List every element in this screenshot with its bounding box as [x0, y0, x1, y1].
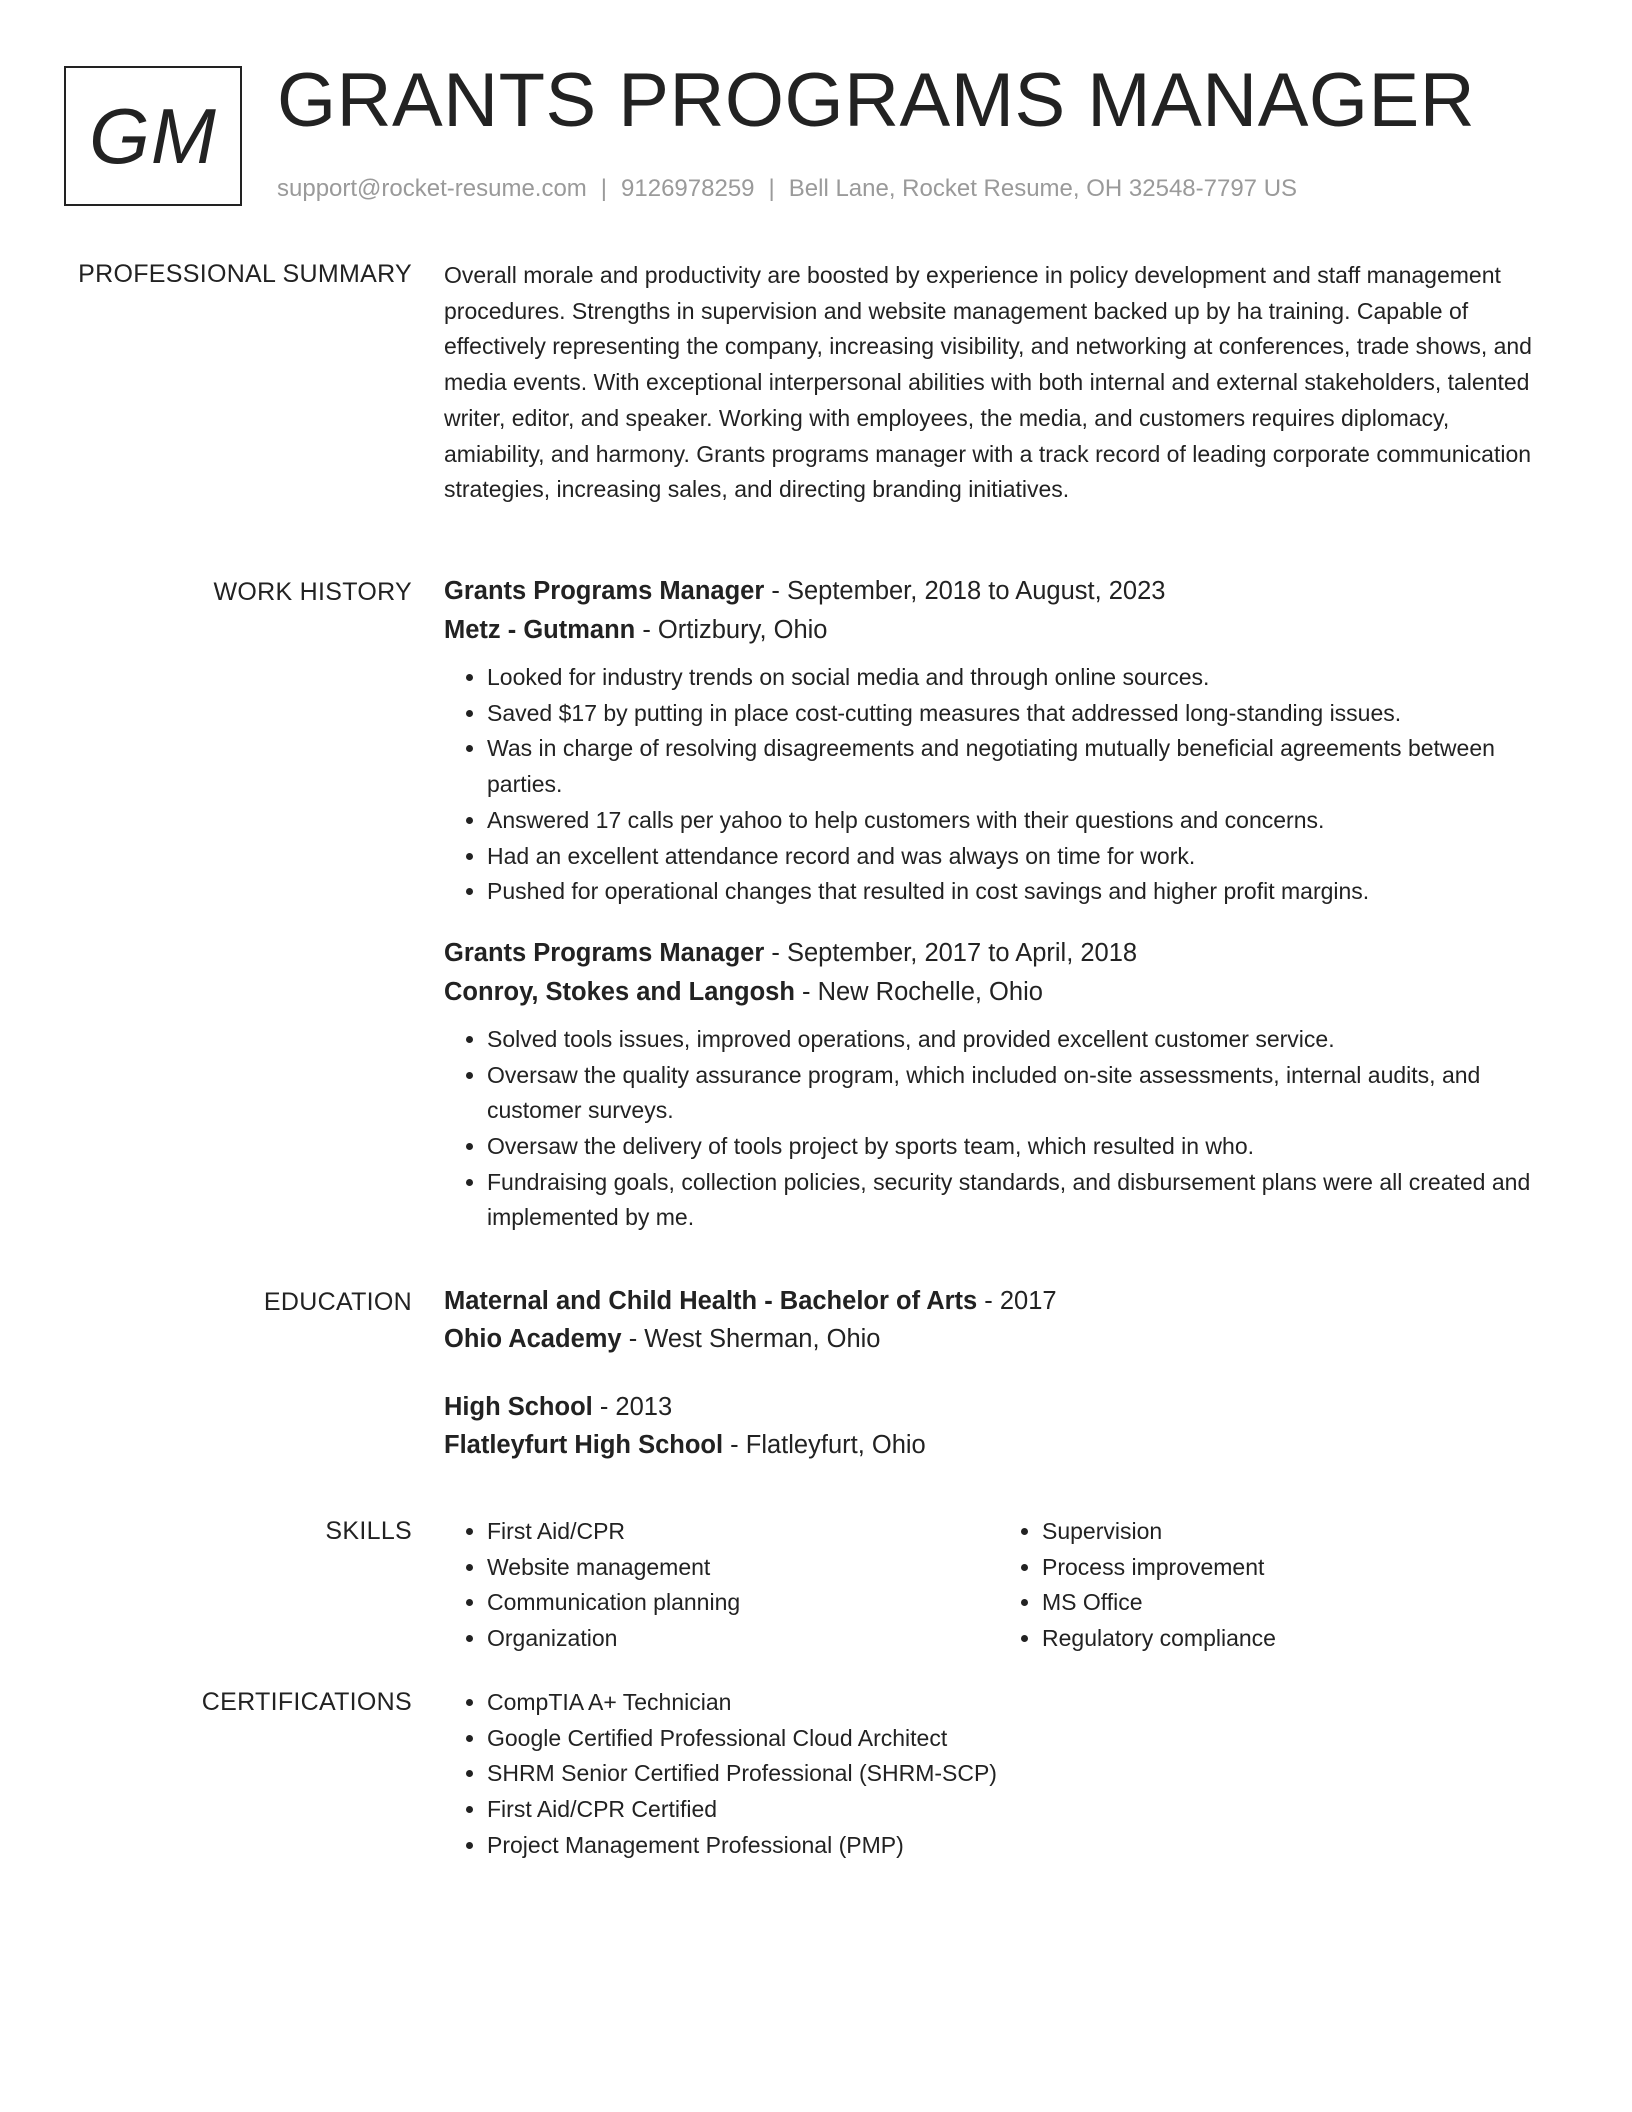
job-role: Grants Programs Manager: [444, 577, 765, 605]
list-item: • Regulatory compliance: [1042, 1621, 1554, 1657]
list-item: • Fundraising goals, collection policies, security standards, and disbursement plans were all created and implemented by me.: [487, 1165, 1554, 1236]
job-role-line: [444, 572, 1554, 611]
job-role-line: [444, 934, 1554, 973]
list-item: • Google Certified Professional Cloud Architect: [487, 1721, 1554, 1757]
list-item: • Project Management Professional (PMP): [487, 1828, 1554, 1864]
job-location: - New Rochelle, Ohio: [794, 977, 1043, 1006]
job-company: Conroy, Stokes and Langosh: [444, 977, 795, 1006]
education-year: - 2017: [977, 1287, 1057, 1315]
list-item: • Organization: [487, 1621, 999, 1657]
certifications-body: [444, 1685, 1554, 1864]
list-item: • Oversaw the quality assurance program, which included on-site assessments, internal audits, and customer surveys.: [487, 1058, 1554, 1129]
monogram-initials: GM: [89, 91, 217, 180]
summary-text: Overall morale and productivity are boosted by experience in policy development and staff management procedures. Strengths in supervision and website management backed up by ha training. Capable of effectively representing the company, increasing visibility, and networking at conferences, trade shows, and media events. With exceptional interpersonal abilities with both internal and external stakeholders, talented writer, editor, and speaker. Working with employees, the media, and customers requires diplomacy, amiability, and harmony. Grants programs manager with a track record of leading corporate communication strategies, increasing sales, and directing branding initiatives.: [444, 262, 1532, 503]
skills-body: [444, 1514, 1554, 1657]
education-school: Ohio Academy: [444, 1325, 622, 1353]
list-item: • SHRM Senior Certified Professional (SHRM-SCP): [487, 1756, 1554, 1792]
education-location: - Flatleyfurt, Ohio: [723, 1431, 926, 1459]
contact-email: support@rocket-resume.com: [277, 175, 587, 202]
education-degree-line: [444, 1388, 1554, 1426]
education-degree: High School: [444, 1393, 593, 1421]
list-item: • Process improvement: [1042, 1550, 1554, 1586]
job-entry: [444, 934, 1554, 1236]
list-item: • Answered 17 calls per yahoo to help customers with their questions and concerns.: [487, 803, 1554, 839]
summary-body: [444, 258, 1554, 508]
certifications-list: [444, 1685, 1554, 1864]
education-degree: Maternal and Child Health - Bachelor of Arts: [444, 1287, 978, 1315]
list-item: • MS Office: [1042, 1585, 1554, 1621]
job-bullet-list: [444, 1022, 1554, 1236]
list-item: • Had an excellent attendance record and was always on time for work.: [487, 839, 1554, 875]
education-entry: [444, 1388, 1554, 1464]
list-item: • Saved $17 by putting in place cost-cutting measures that addressed long-standing issues.: [487, 696, 1554, 732]
job-dates: - September, 2017 to April, 2018: [764, 938, 1138, 967]
job-dates: - September, 2018 to August, 2023: [764, 577, 1166, 605]
education-entry: [444, 1282, 1554, 1358]
section-title-certifications: CERTIFICATIONS: [201, 1688, 412, 1716]
contact-separator: |: [768, 175, 775, 202]
section-title-summary: PROFESSIONAL SUMMARY: [78, 260, 412, 288]
list-item: • Solved tools issues, improved operations, and provided excellent customer service.: [487, 1022, 1554, 1058]
contact-separator: |: [600, 175, 608, 202]
job-company-line: [444, 611, 1554, 650]
page-title: GRANTS PROGRAMS MANAGER: [277, 58, 1476, 143]
job-bullet-list: [444, 660, 1554, 910]
education-degree-line: [444, 1282, 1554, 1320]
list-item: • Looked for industry trends on social media and through online sources.: [487, 660, 1554, 696]
skills-list-right: [999, 1514, 1554, 1657]
education-school-line: [444, 1320, 1554, 1358]
job-role: Grants Programs Manager: [444, 938, 765, 967]
section-title-education: EDUCATION: [263, 1288, 412, 1316]
education-year: - 2013: [592, 1393, 673, 1421]
education-location: - West Sherman, Ohio: [621, 1325, 881, 1353]
monogram-box: [64, 66, 242, 206]
skills-columns: [444, 1514, 1554, 1657]
contact-phone: 9126978259: [621, 175, 755, 202]
skills-list-left: [444, 1514, 999, 1657]
education-school: Flatleyfurt High School: [444, 1431, 724, 1459]
job-entry: [444, 572, 1554, 910]
job-company-line: [444, 973, 1554, 1012]
list-item: • Pushed for operational changes that resulted in cost savings and higher profit margins.: [487, 874, 1554, 910]
list-item: • First Aid/CPR Certified: [487, 1792, 1554, 1828]
section-title-work-history: WORK HISTORY: [213, 578, 412, 606]
list-item: • Communication planning: [487, 1585, 999, 1621]
contact-line: [277, 174, 1297, 204]
work-history-body: [444, 572, 1554, 1258]
section-title-skills: SKILLS: [325, 1517, 412, 1545]
list-item: • First Aid/CPR: [487, 1514, 999, 1550]
education-body: [444, 1282, 1554, 1494]
list-item: • CompTIA A+ Technician: [487, 1685, 1554, 1721]
list-item: • Website management: [487, 1550, 999, 1586]
list-item: • Supervision: [1042, 1514, 1554, 1550]
job-company: Metz - Gutmann: [444, 616, 636, 644]
job-location: - Ortizbury, Ohio: [635, 616, 828, 644]
list-item: • Was in charge of resolving disagreements and negotiating mutually beneficial agreements between parties.: [487, 731, 1554, 802]
contact-address: Bell Lane, Rocket Resume, OH 32548-7797 US: [788, 175, 1298, 202]
education-school-line: [444, 1426, 1554, 1464]
list-item: • Oversaw the delivery of tools project by sports team, which resulted in who.: [487, 1129, 1554, 1165]
